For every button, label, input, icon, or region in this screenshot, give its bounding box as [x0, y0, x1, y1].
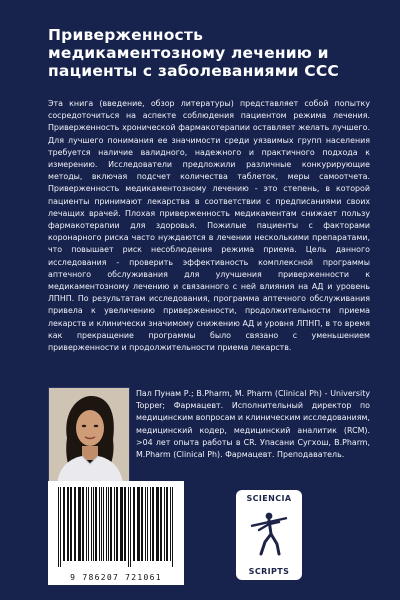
title-line: Приверженность — [48, 26, 204, 44]
barcode-bar — [58, 487, 59, 567]
barcode-bar — [128, 487, 129, 567]
barcode-bar — [93, 487, 94, 561]
barcode-bar — [164, 487, 165, 561]
author-bio: Пал Пунам Р.; B.Pharm, M. Pharm (Clinical Ph) - University Topper; Фармацевт. Исполнительный директор по медицинским вопросам и клиническим исследованиям, медицинский кодер, медицинский аналитик (RCM). >04 лет опыта работы в CR. Упасани Сугхош, B.Pharm, M.Pharm (Clinical Ph). Фармацевт. Преподаватель. — [136, 389, 370, 460]
blurb-text: Эта книга (введение, обзор литературы) представляет собой попытку сосредоточиться на аспекте соблюдения пациентом режима лечения. Приверженность хронической фармакотерапии оставляет желать лучшего. Для лучшего понимания ее значимости среди уязвимых групп населения требуется наличие валидного, надежного и практичного подхода к измерению. Исследователи предложили различные конкурирующие методы, включая подсчет количества таблеток, меры самоотчета. Приверженность медикаментозному лечению - это степень, в которой пациенты принимают лекарства в соответствии с предписаниями своих лечащих врачей. Плохая приверженность медикаментам снижает пользу фармакотерапии для здоровья. Пожилые пациенты с факторами коронарного риска часто нуждаются в лечении несколькими препаратами, что повышает риск несоблюдения режима приема. Цель данного исследования - проверить эффективность комплексной программы аптечного обслуживания для улучшения приверженности к медикаментозному лечению и связанного с ней влияния на АД и уровень ЛПНП. По результатам исследования, программа аптечного обслуживания привела к увеличению приверженности, продолжительности приема лекарств и клинически значимому снижению АД и уровня ЛПНП, в то время как прекращение программы было связано с уменьшением приверженности и продолжительности приема лекарств. — [48, 99, 370, 353]
barcode-number: 9 786207 721061 — [70, 573, 162, 582]
publisher-name-top: SCIENCIA — [246, 494, 292, 503]
publisher-name-bottom: SCRIPTS — [248, 567, 290, 576]
barcode-bar — [156, 487, 159, 561]
barcode-bar — [99, 487, 100, 561]
title-line: медикаментозному лечению и — [48, 44, 329, 62]
barcode-bar — [91, 487, 92, 561]
barcode-bar — [63, 487, 65, 561]
title-line: пациенты с заболеваниями ССС — [48, 62, 339, 80]
barcode-bar — [70, 487, 72, 561]
barcode-bar — [152, 487, 154, 561]
barcode-bar — [147, 487, 148, 561]
barcode-bar — [130, 487, 131, 567]
barcode-bar — [103, 487, 104, 561]
barcode-bar — [108, 487, 109, 561]
barcode-bar — [141, 487, 143, 561]
barcode-bar — [170, 487, 171, 561]
barcode-bar — [74, 487, 76, 561]
barcode-bar — [88, 487, 89, 561]
barcode-bar — [124, 487, 126, 561]
isbn-barcode — [48, 481, 184, 585]
barcode-bar — [86, 487, 87, 561]
barcode-bar — [95, 487, 97, 561]
barcode-bar — [82, 487, 84, 561]
barcode-bar — [101, 487, 102, 561]
barcode-bar — [150, 487, 151, 561]
barcode-bar — [172, 487, 173, 567]
barcode-bar — [120, 487, 123, 561]
book-title — [48, 26, 378, 80]
barcode-bar — [166, 487, 168, 561]
barcode-bar — [137, 487, 140, 561]
barcode-bar — [133, 487, 135, 561]
barcode-bar — [114, 487, 115, 561]
publisher-logo — [236, 490, 302, 580]
barcode-bar — [106, 487, 107, 561]
publisher-emblem-icon — [249, 508, 289, 560]
barcode-bar — [110, 487, 112, 561]
barcode-bar — [116, 487, 118, 561]
barcode-bar — [78, 487, 81, 561]
author-photo — [48, 387, 130, 485]
barcode-bar — [145, 487, 146, 561]
barcode-bar — [67, 487, 69, 561]
barcode-bar — [60, 487, 61, 567]
barcode-bar — [160, 487, 162, 561]
